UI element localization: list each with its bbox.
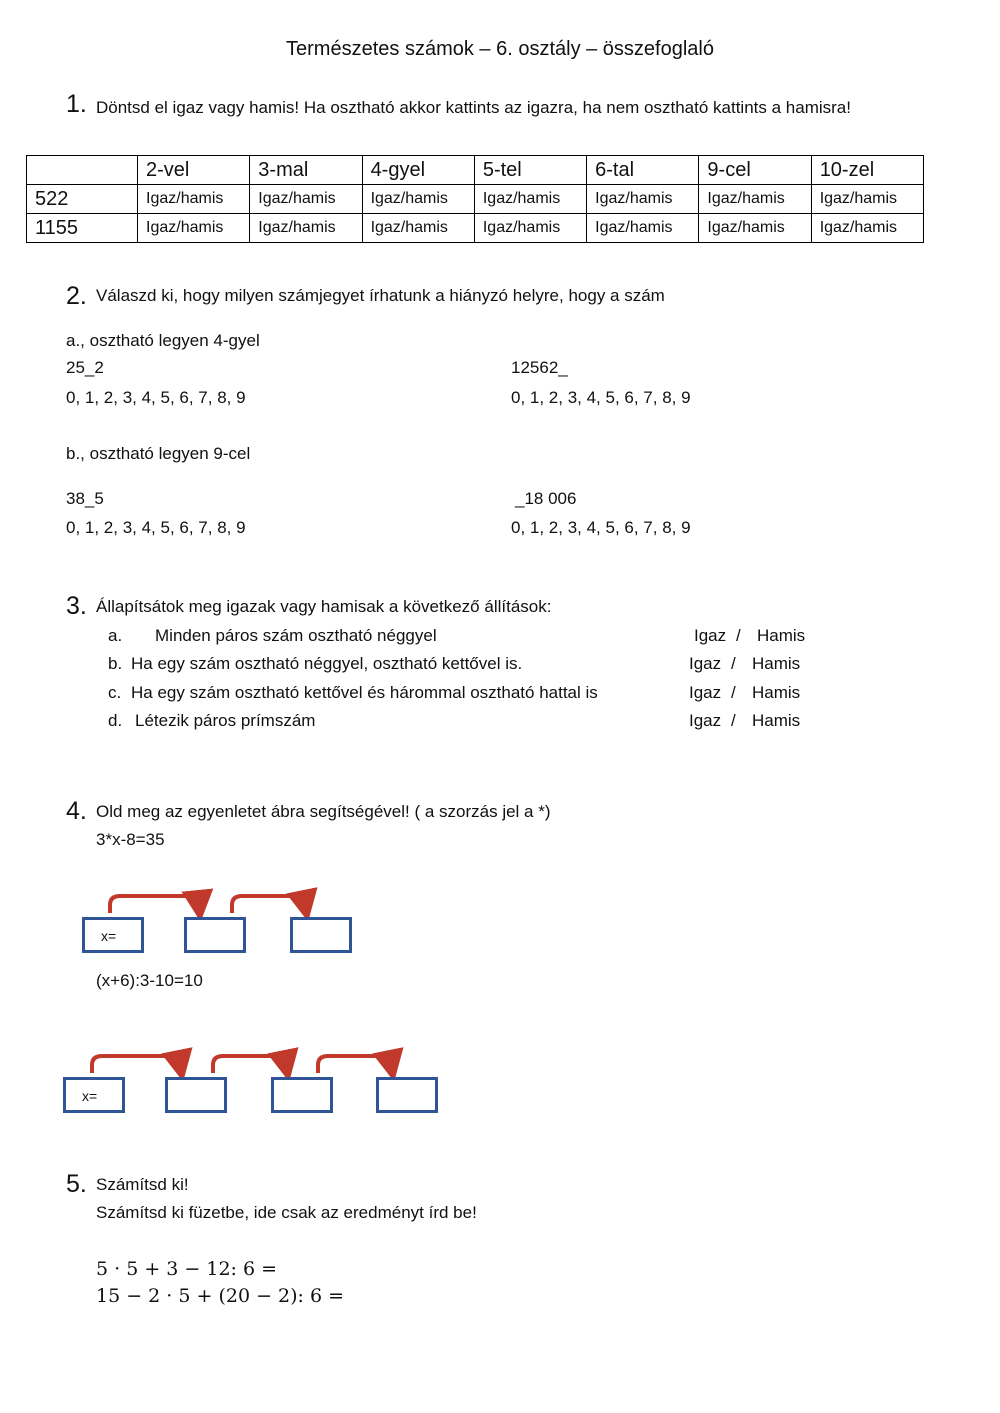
q2a-label: a., osztható legyen 4-gyel bbox=[66, 331, 260, 350]
q2a-right-options[interactable]: 0, 1, 2, 3, 4, 5, 6, 7, 8, 9 bbox=[511, 388, 691, 407]
answer-box-x[interactable] bbox=[63, 1077, 125, 1113]
q1-header-10: 10-zel bbox=[811, 156, 923, 185]
arrow-icon bbox=[232, 896, 305, 913]
page-title: Természetes számok – 6. osztály – összefoglaló bbox=[286, 38, 714, 60]
q1-header-6: 6-tal bbox=[587, 156, 699, 185]
q1-header-3: 3-mal bbox=[250, 156, 362, 185]
q2b-right-number: _18 006 bbox=[515, 489, 577, 508]
q3-number: 3. bbox=[66, 592, 87, 620]
q5-expression-2: 15 − 2 · 5 + (20 − 2): 6 = bbox=[96, 1285, 345, 1307]
answer-box[interactable] bbox=[184, 917, 246, 953]
q1-option-1155-2[interactable]: Igaz/hamis bbox=[138, 214, 250, 243]
q4-number: 4. bbox=[66, 797, 87, 825]
q4-equation-1: 3*x-8=35 bbox=[96, 830, 165, 849]
q3-hamis-option[interactable]: Hamis bbox=[752, 654, 801, 673]
q3-separator: / bbox=[731, 683, 736, 702]
q1-header-5: 5-tel bbox=[474, 156, 586, 185]
q3-hamis-option[interactable]: Hamis bbox=[757, 626, 806, 645]
q2b-label: b., osztható legyen 9-cel bbox=[66, 444, 251, 463]
q3-item-text: Létezik páros prímszám bbox=[135, 711, 316, 730]
q3-igaz-option[interactable]: Igaz bbox=[689, 711, 722, 730]
q3-hamis-option[interactable]: Hamis bbox=[752, 711, 801, 730]
q2b-left-options[interactable]: 0, 1, 2, 3, 4, 5, 6, 7, 8, 9 bbox=[66, 518, 246, 537]
q3-item-letter: a. bbox=[108, 626, 123, 645]
q1-option-1155-9[interactable]: Igaz/hamis bbox=[699, 214, 811, 243]
q1-header-4: 4-gyel bbox=[362, 156, 474, 185]
q1-row-label: 522 bbox=[27, 185, 138, 214]
q3-hamis-option[interactable]: Hamis bbox=[752, 683, 801, 702]
q1-option-522-4[interactable]: Igaz/hamis bbox=[362, 185, 474, 214]
q1-option-1155-4[interactable]: Igaz/hamis bbox=[362, 214, 474, 243]
q3-item-text: Ha egy szám osztható kettővel és hárommal osztható hattal is bbox=[131, 683, 598, 702]
q5-instruction: Számítsd ki füzetbe, ide csak az eredményt írd be! bbox=[96, 1203, 477, 1222]
q1-option-522-3[interactable]: Igaz/hamis bbox=[250, 185, 362, 214]
q2b-right-options[interactable]: 0, 1, 2, 3, 4, 5, 6, 7, 8, 9 bbox=[511, 518, 691, 537]
q4-text: Old meg az egyenletet ábra segítségével! ( a szorzás jel a *) bbox=[96, 802, 551, 821]
q4-equation-2: (x+6):3-10=10 bbox=[96, 971, 203, 990]
answer-box[interactable] bbox=[376, 1077, 438, 1113]
q1-text: Döntsd el igaz vagy hamis! Ha osztható akkor kattints az igazra, ha nem osztható kattints a hamisra! bbox=[96, 98, 851, 117]
q1-option-522-2[interactable]: Igaz/hamis bbox=[138, 185, 250, 214]
answer-box[interactable] bbox=[271, 1077, 333, 1113]
q2b-left-number: 38_5 bbox=[66, 489, 104, 508]
q1-number: 1. bbox=[66, 90, 87, 118]
answer-box[interactable] bbox=[290, 917, 352, 953]
q3-separator: / bbox=[731, 654, 736, 673]
q1-option-1155-5[interactable]: Igaz/hamis bbox=[474, 214, 586, 243]
q2a-right-number: 12562_ bbox=[511, 358, 568, 377]
box-label: x= bbox=[101, 928, 117, 944]
arrow-icon bbox=[318, 1056, 391, 1073]
q3-item-text: Ha egy szám osztható néggyel, osztható kettővel is. bbox=[131, 654, 523, 673]
q3-text: Állapítsátok meg igazak vagy hamisak a következő állítások: bbox=[96, 597, 552, 616]
q3-item-letter: d. bbox=[108, 711, 123, 730]
answer-box-x[interactable] bbox=[82, 917, 144, 953]
q3-igaz-option[interactable]: Igaz bbox=[694, 626, 727, 645]
answer-box[interactable] bbox=[165, 1077, 227, 1113]
q3-item-text: Minden páros szám osztható néggyel bbox=[155, 626, 437, 645]
box-label: x= bbox=[82, 1088, 98, 1104]
q1-option-522-9[interactable]: Igaz/hamis bbox=[699, 185, 811, 214]
q1-option-522-6[interactable]: Igaz/hamis bbox=[587, 185, 699, 214]
q1-option-1155-3[interactable]: Igaz/hamis bbox=[250, 214, 362, 243]
q2a-left-number: 25_2 bbox=[66, 358, 104, 377]
q5-number: 5. bbox=[66, 1170, 87, 1198]
q3-item-letter: b. bbox=[108, 654, 123, 673]
q1-option-522-5[interactable]: Igaz/hamis bbox=[474, 185, 586, 214]
q3-item-letter: c. bbox=[108, 683, 122, 702]
q2-number: 2. bbox=[66, 282, 87, 310]
q1-header-2: 2-vel bbox=[138, 156, 250, 185]
q5-text: Számítsd ki! bbox=[96, 1175, 189, 1194]
q1-option-522-10[interactable]: Igaz/hamis bbox=[811, 185, 923, 214]
q3-igaz-option[interactable]: Igaz bbox=[689, 654, 722, 673]
q1-row-label: 1155 bbox=[27, 214, 138, 243]
arrow-icon bbox=[92, 1056, 180, 1073]
q3-separator: / bbox=[731, 711, 736, 730]
q3-igaz-option[interactable]: Igaz bbox=[689, 683, 722, 702]
q5-expression-1: 5 · 5 + 3 − 12: 6 = bbox=[96, 1258, 278, 1280]
q2a-left-options[interactable]: 0, 1, 2, 3, 4, 5, 6, 7, 8, 9 bbox=[66, 388, 246, 407]
q1-option-1155-10[interactable]: Igaz/hamis bbox=[811, 214, 923, 243]
q2-text: Válaszd ki, hogy milyen számjegyet írhatunk a hiányzó helyre, hogy a szám bbox=[96, 286, 665, 305]
arrow-icon bbox=[213, 1056, 286, 1073]
q3-separator: / bbox=[736, 626, 741, 645]
q1-option-1155-6[interactable]: Igaz/hamis bbox=[587, 214, 699, 243]
arrow-icon bbox=[110, 896, 199, 913]
q1-header-9: 9-cel bbox=[699, 156, 811, 185]
